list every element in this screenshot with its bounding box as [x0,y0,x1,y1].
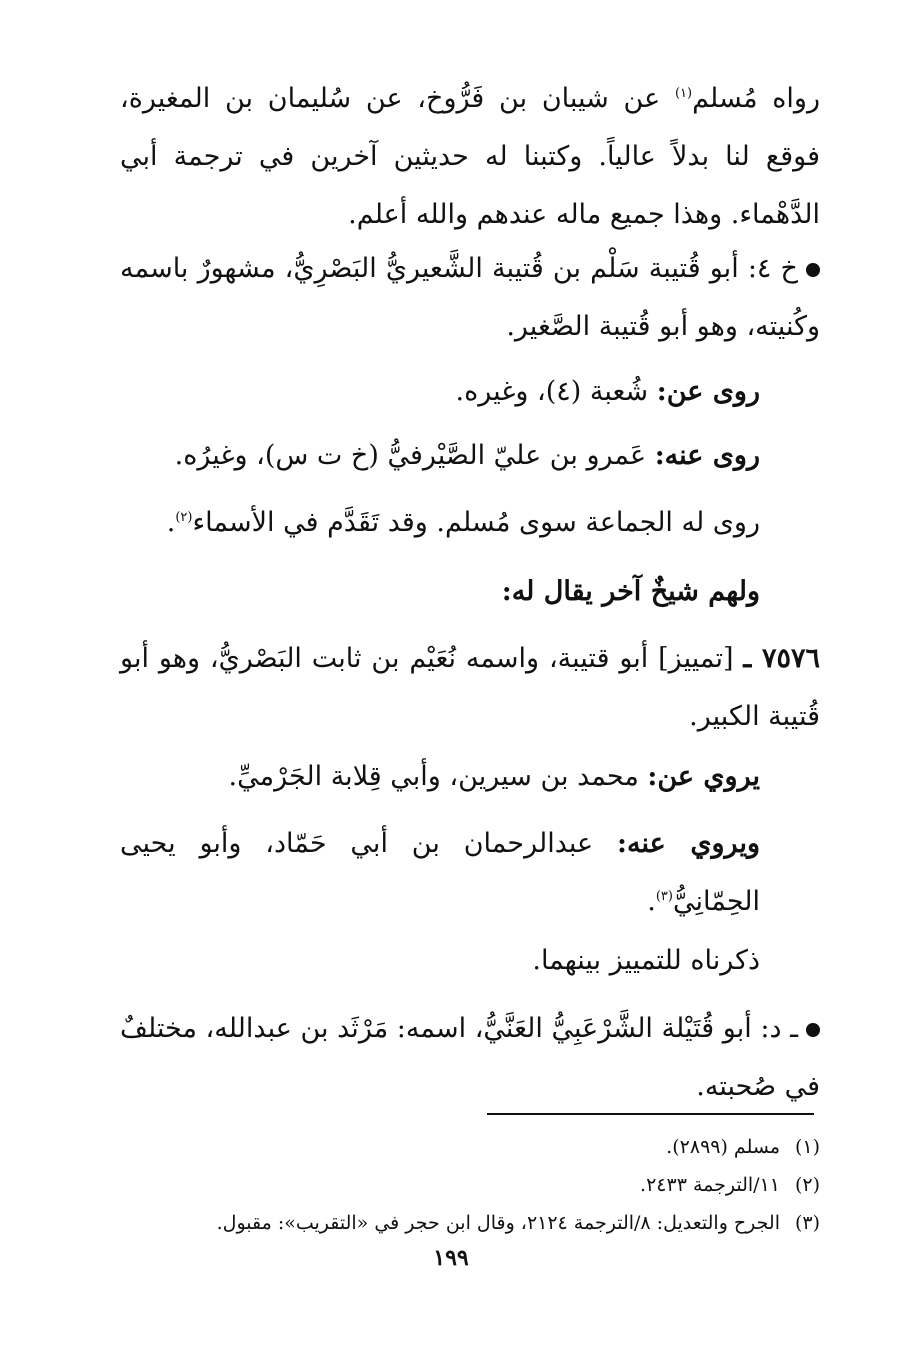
paragraph-2-entry-header [120,240,820,356]
footnote-2 [120,1166,820,1204]
p2-text: خ ٤: أبو قُتيبة سَلْم بن قُتيبة الشَّعيريُّ البَصْرِيُّ، مشهورٌ باسمه وكُنيته، وهو أبو قُتيبة الصَّغير. [120,253,820,342]
footnote-1 [120,1128,820,1166]
footnote-number: (٢) [794,1174,820,1196]
paragraph-4-narrated-by [120,427,820,485]
entry-text: [تمييز] أبو قتيبة، واسمه نُعَيْم بن ثابت البَصْريُّ، وهو أبو قُتيبة الكبير. [120,643,820,732]
entry-number: ٧٥٧٦ ـ [743,643,820,674]
paragraph-8-narrates-from [120,748,820,806]
narrates-from-label: يروي عن: [647,761,760,792]
narrates-from-text: محمد بن سيرين، وأبي قِلابة الجَرْميِّ. [228,761,648,792]
footnote-text: مسلم (٢٨٩٩). [666,1136,780,1158]
footnote-ref-2[interactable]: (٢) [175,510,193,525]
footnote-ref-1[interactable]: (١) [674,86,693,101]
p5-text: روى له الجماعة سوى مُسلم. وقد تَقَدَّم في الأسماء [192,507,760,538]
narrated-from-label: روى عن: [656,376,760,407]
footnote-number: (٣) [794,1212,820,1234]
narrated-from-text: شُعبة (٤)، وغيره. [455,376,657,407]
p5-end: . [166,507,176,538]
paragraph-6-heading: ولهم شيخٌ آخر يقال له: [501,576,760,607]
p1-rest: عن شيبان بن فَرُّوخ، عن سُليمان بن المغيرة، فوقع لنا بدلاً عالياً. وكتبنا له حديثين آخرين في ترجمة أبي الدَّهْماء. وهذا جميع ماله عندهم والله أعلم. [120,83,820,230]
p9-end: . [647,886,656,917]
paragraph-7-entry [120,630,820,746]
footnote-text: الجرح والتعديل: ٨/الترجمة ٢١٢٤، وقال ابن حجر في «التقريب»: مقبول. [216,1212,780,1234]
paragraph-5 [120,494,820,552]
footnote-text: ١١/الترجمة ٢٤٣٣. [640,1174,780,1196]
paragraph-10: ذكرناه للتمييز بينهما. [532,945,760,976]
p11-text: ـ د: أبو قُتَيْلة الشَّرْعَبِيُّ العَنَّيُّ، اسمه: مَرْثَد بن عبدالله، مختلفٌ في صُحبته. [120,1013,820,1102]
narrated-by-label-2: ويروي عنه: [617,828,760,859]
narrated-by-text: عَمرو بن عليّ الصَّيْرفيُّ (خ ت س)، وغيرُه. [174,440,655,471]
paragraph-11-entry-header [120,1000,820,1116]
p9-text: عبدالرحمان بن أبي حَمّاد، وأبو يحيى الحِمّانِيُّ [120,828,760,917]
paragraph-3-narrated-from [120,363,820,421]
p1-start: رواه مُسلم [692,83,820,114]
page-number: ١٩٩ [433,1245,469,1271]
bullet-dot-icon [806,263,820,277]
footnote-divider [487,1113,814,1115]
footnote-ref-3[interactable]: (٣) [655,889,673,904]
paragraph-9-narrated-by [120,815,820,931]
footnote-number: (١) [794,1136,820,1158]
bullet-dot-icon [806,1023,820,1037]
narrated-by-label: روى عنه: [654,440,760,471]
paragraph-1 [120,70,820,244]
footnote-3 [120,1204,820,1242]
